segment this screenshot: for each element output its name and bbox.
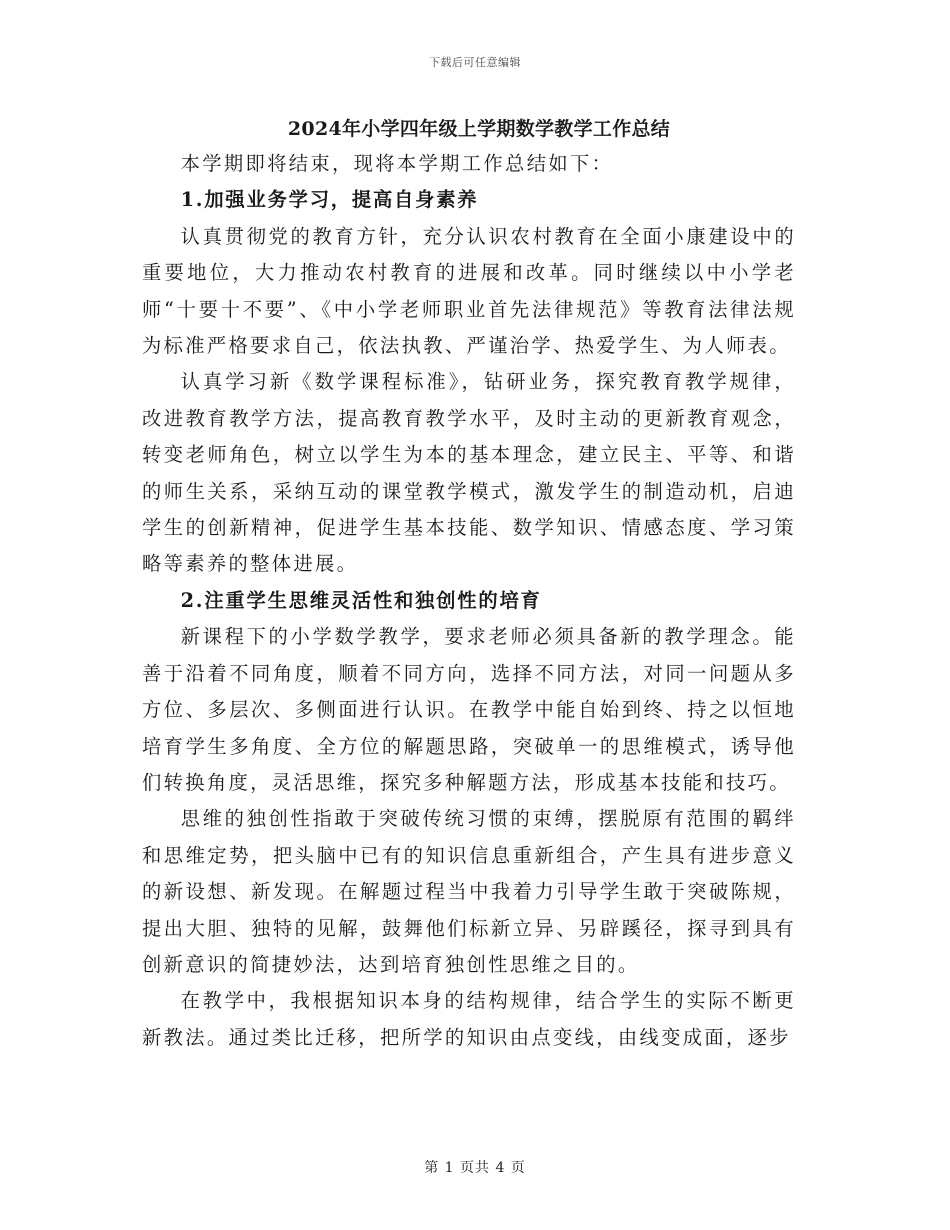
- document-title: 2024年小学四年级上学期数学教学工作总结: [287, 118, 671, 140]
- section-2-paragraph-3: 在教学中，我根据知识本身的结构规律，结合学生的实际不断更新教法。通过类比迁移，把所学的知识由点变线，由线变成面，逐步: [142, 989, 796, 1049]
- page-footer: 第 1 页共 4 页: [424, 1160, 526, 1176]
- section-heading-2: 2.注重学生思维灵活性和独创性的培育: [180, 588, 542, 612]
- section-1-paragraph-1: 认真贯彻党的教育方针，充分认识农村教育在全面小康建设中的重要地位，大力推动农村教育的进展和改革。同时继续以中小学老师“十要十不要”、《中小学老师职业首先法律规范》等教育法律法规为标准严格要求自己，依法执教、严谨治学、热爱学生、为人师表。: [142, 224, 796, 358]
- document-body: [142, 112, 796, 1056]
- section-heading-1: 1.加强业务学习，提高自身素养: [180, 188, 479, 212]
- section-1-paragraph-2: 认真学习新《数学课程标准》，钻研业务，探究教育教学规律，改进教育教学方法，提高教育教学水平，及时主动的更新教育观念，转变老师角色，树立以学生为本的基本理念，建立民主、平等、和谐的师生关系，采纳互动的课堂教学模式，激发学生的制造动机，启迪学生的创新精神，促进学生基本技能、数学知识、情感态度、学习策略等素养的整体进展。: [142, 370, 796, 576]
- header-note: 下载后可任意编辑: [429, 56, 521, 69]
- section-2-paragraph-1: 新课程下的小学数学教学，要求老师必须具备新的教学理念。能善于沿着不同角度，顺着不同方向，选择不同方法，对同一问题从多方位、多层次、多侧面进行认识。在教学中能自始到终、持之以恒地培育学生多角度、全方位的解题思路，突破单一的思维模式，诱导他们转换角度，灵活思维，探究多种解题方法，形成基本技能和技巧。: [142, 625, 796, 794]
- section-2-paragraph-2: 思维的独创性指敢于突破传统习惯的束缚，摆脱原有范围的羁绊和思维定势，把头脑中已有的知识信息重新组合，产生具有进步意义的新设想、新发现。在解题过程当中我着力引导学生敢于突破陈规，提出大胆、独特的见解，鼓舞他们标新立异、另辟蹊径，探寻到具有创新意识的简捷妙法，达到培育独创性思维之目的。: [142, 807, 796, 976]
- intro-paragraph: 本学期即将结束，现将本学期工作总结如下：: [180, 152, 614, 175]
